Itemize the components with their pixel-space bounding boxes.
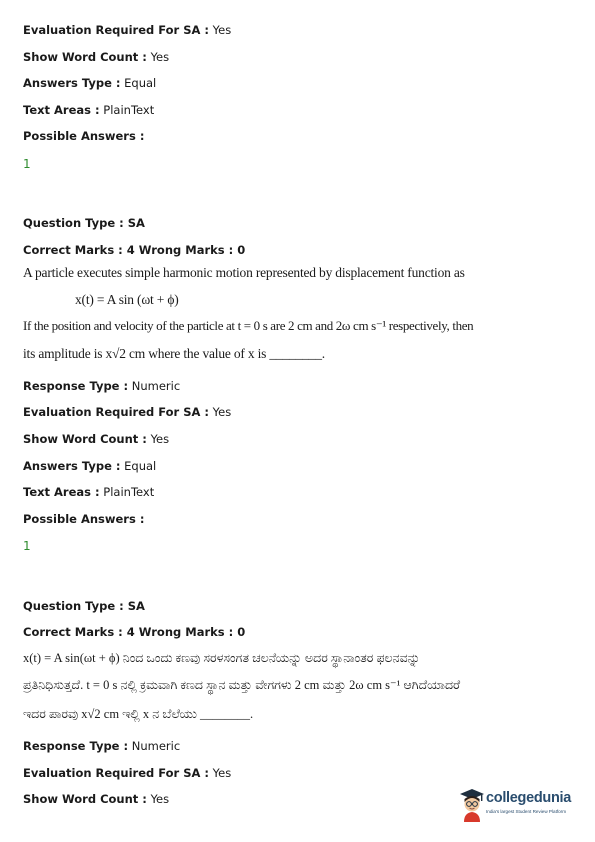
kannada-question-line-3: ಇದರ ಪಾರವು x√2 cm ಇಲ್ಲಿ x ನ ಬೆಲೆಯು ________.	[23, 707, 254, 721]
question-text-line-3: If the position and velocity of the particle at t = 0 s are 2 cm and 2ω cm s⁻¹ respectively, then	[23, 318, 474, 333]
marks-row: Correct Marks : 4 Wrong Marks : 0	[23, 243, 246, 257]
question-type: Question Type : SA	[23, 216, 145, 230]
possible-answers-label: Possible Answers :	[23, 512, 145, 526]
question-text-line-4: its amplitude is x√2 cm where the value of x is ________.	[23, 346, 325, 361]
response-type-row: Response Type : Numeric	[23, 739, 181, 753]
show-word-count-row: Show Word Count : Yes	[23, 50, 170, 64]
text-areas-row: Text Areas : PlainText	[23, 103, 155, 117]
evaluation-required-row: Evaluation Required For SA : Yes	[23, 405, 232, 419]
graduate-mascot-icon	[458, 786, 486, 822]
possible-answer-value: 1	[23, 539, 31, 553]
kannada-question-line-1: x(t) = A sin(ωt + ϕ) ನಿಂದ ಒಂದು ಕಣವು ಸರಳಸಂಗತ ಚಲನೆಯನ್ನು ಅದರ ಸ್ಥಾನಾಂತರ ಫಲನವನ್ನು	[23, 651, 421, 665]
kannada-question-line-2: ಪ್ರತಿನಿಧಿಸುತ್ತದೆ. t = 0 s ನಲ್ಲಿ ಕ್ರಮವಾಗಿ ಕಣದ ಸ್ಥಾನ ಮತ್ತು ವೇಗಗಳು 2 cm ಮತ್ತು 2ω cm s⁻¹ ಆಗಿದೆಯಾದರೆ	[23, 678, 461, 692]
evaluation-required-row: Evaluation Required For SA : Yes	[23, 23, 232, 37]
question-type: Question Type : SA	[23, 599, 145, 613]
possible-answers-label: Possible Answers :	[23, 129, 145, 143]
text-areas-row: Text Areas : PlainText	[23, 485, 155, 499]
marks-row: Correct Marks : 4 Wrong Marks : 0	[23, 625, 246, 639]
question-equation: x(t) = A sin (ωt + ϕ)	[75, 292, 179, 307]
response-type-row: Response Type : Numeric	[23, 379, 181, 393]
question-text-line-1: A particle executes simple harmonic motion represented by displacement function as	[23, 265, 465, 280]
logo-wordmark: collegedunia	[486, 790, 572, 806]
show-word-count-row: Show Word Count : Yes	[23, 432, 170, 446]
show-word-count-row: Show Word Count : Yes	[23, 792, 170, 806]
answers-type-row: Answers Type : Equal	[23, 459, 157, 473]
collegedunia-logo	[458, 786, 584, 826]
logo-tagline: India's largest Student Review Platform	[486, 809, 567, 814]
evaluation-required-row: Evaluation Required For SA : Yes	[23, 766, 232, 780]
answers-type-row: Answers Type : Equal	[23, 76, 157, 90]
possible-answer-value: 1	[23, 157, 31, 171]
